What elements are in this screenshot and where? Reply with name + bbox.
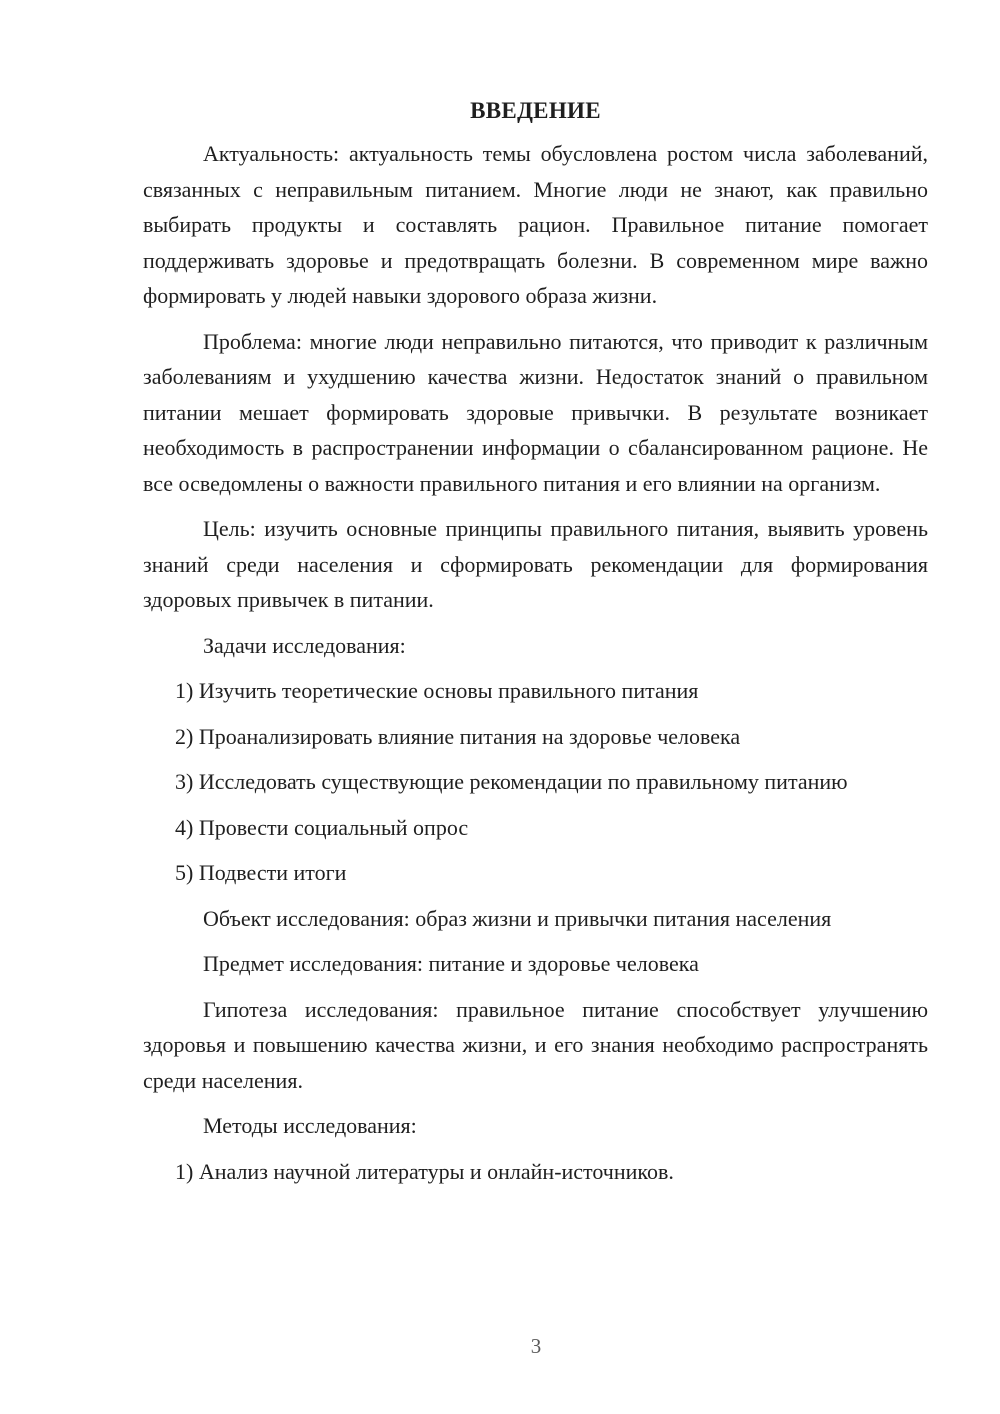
method-item-1: 1) Анализ научной литературы и онлайн-источников.	[175, 1158, 674, 1184]
page-number: 3	[530, 1334, 542, 1358]
methods-heading: Методы исследования:	[203, 1113, 417, 1138]
research-subject: Предмет исследования: питание и здоровье человека	[203, 951, 699, 976]
document-page	[143, 96, 928, 1199]
task-item-1: 1) Изучить теоретические основы правильного питания	[175, 678, 699, 703]
relevance-paragraph: Актуальность: актуальность темы обусловлена ростом числа заболеваний, связанных с неправильным питанием. Многие люди не знают, как правильно выбирать продукты и составлять рацион. Правильное питание помогает поддерживать здоровье и предотвращать болезни. В современном мире важно формировать у людей навыки здорового образа жизни.	[143, 141, 928, 308]
page-title: ВВЕДЕНИЕ	[470, 98, 601, 123]
research-object: Объект исследования: образ жизни и привычки питания населения	[203, 905, 832, 931]
hypothesis-paragraph: Гипотеза исследования: правильное питание способствует улучшению здоровья и повышению качества жизни, и его знания необходимо распространять среди населения.	[143, 996, 928, 1093]
problem-paragraph: Проблема: многие люди неправильно питаются, что приводит к различным заболеваниям и ухудшению качества жизни. Недостаток знаний о правильном питании мешает формировать здоровые привычки. В результате возникает необходимость в распространении информации о сбалансированном рационе. Не все осведомлены о важности правильного питания и его влиянии на организм.	[143, 328, 928, 496]
task-item-5: 5) Подвести итоги	[175, 860, 347, 885]
task-item-4: 4) Провести социальный опрос	[175, 814, 469, 840]
task-item-3: 3) Исследовать существующие рекомендации по правильному питанию	[175, 769, 848, 794]
tasks-heading: Задачи исследования:	[203, 632, 406, 658]
task-item-2: 2) Проанализировать влияние питания на здоровье человека	[175, 723, 741, 749]
goal-paragraph: Цель: изучить основные принципы правильного питания, выявить уровень знаний среди населения и сформировать рекомендации для формирования здоровых привычек в питании.	[143, 516, 928, 612]
